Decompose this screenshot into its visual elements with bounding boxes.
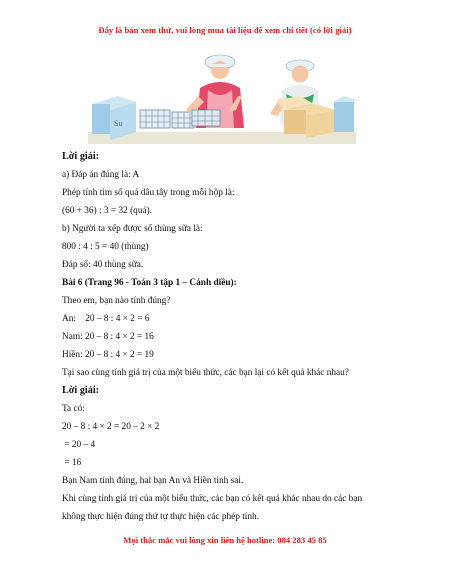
text-line: 800 : 4 : 5 = 40 (thùng) (62, 242, 149, 252)
text-line: Nam: 20 – 8 : 4 × 2 = 16 (62, 332, 154, 342)
text-line: b) Người ta xếp được số thùng sữa là: (62, 224, 203, 234)
text-line: 20 – 8 : 4 × 2 = 20 – 2 × 2 (62, 422, 160, 432)
text-line: Phép tính tìm số quả dâu tây trong mỗi hộp là: (62, 188, 235, 198)
text-line: Đáp số: 40 thùng sữa. (62, 260, 144, 270)
text-line: Hiền: 20 – 8 : 4 × 2 = 19 (62, 350, 154, 360)
svg-text:Su: Su (114, 119, 123, 128)
milk-box-left (92, 96, 136, 140)
text-line: An: 20 – 8 : 4 × 2 = 6 (62, 314, 150, 324)
text-line: Ta có: (62, 404, 85, 414)
crate-being-packed (192, 110, 220, 126)
exercise-title: Bài 6 (Trang 96 - Toán 3 tập 1 – Cánh diều): (62, 278, 237, 288)
text-line: = 16 (62, 458, 82, 468)
text-line: không thực hiện đúng thứ tự thực hiện các phép tính. (62, 512, 260, 522)
text-line: Bạn Nam tính đúng, hai bạn An và Hiền tính sai. (62, 476, 244, 486)
milk-carton-right (276, 96, 336, 138)
strawberry-crates (140, 110, 194, 128)
answer-line: a) Đáp án đúng là: A (62, 170, 140, 180)
text-line: (60 + 36) : 3 = 32 (quả). (62, 206, 153, 216)
hotline-notice: Mọi thắc mắc vui lòng xin liên hệ hotline: 084 283 45 85 (123, 535, 327, 545)
text-line: Tại sao cùng tính giá trị của một biểu thức, các bạn lại có kết quả khác nhau? (62, 368, 349, 378)
preview-notice: Đây là bản xem thử, vui lòng mua tài liệu để xem chi tiết (có lời giải) (98, 25, 352, 35)
solution-heading-1: Lời giải: (62, 151, 100, 162)
text-line: Khi cùng tính giá trị của một biểu thức, các bạn có kết quả khác nhau do các bạn (62, 494, 363, 504)
text-line: Theo em, bạn nào tính đúng? (62, 296, 171, 306)
workers-packing-illustration (88, 44, 356, 144)
solution-heading-2: Lời giải: (62, 385, 100, 396)
milk-box-far-right (334, 96, 356, 132)
text-line: = 20 – 4 (62, 440, 96, 450)
